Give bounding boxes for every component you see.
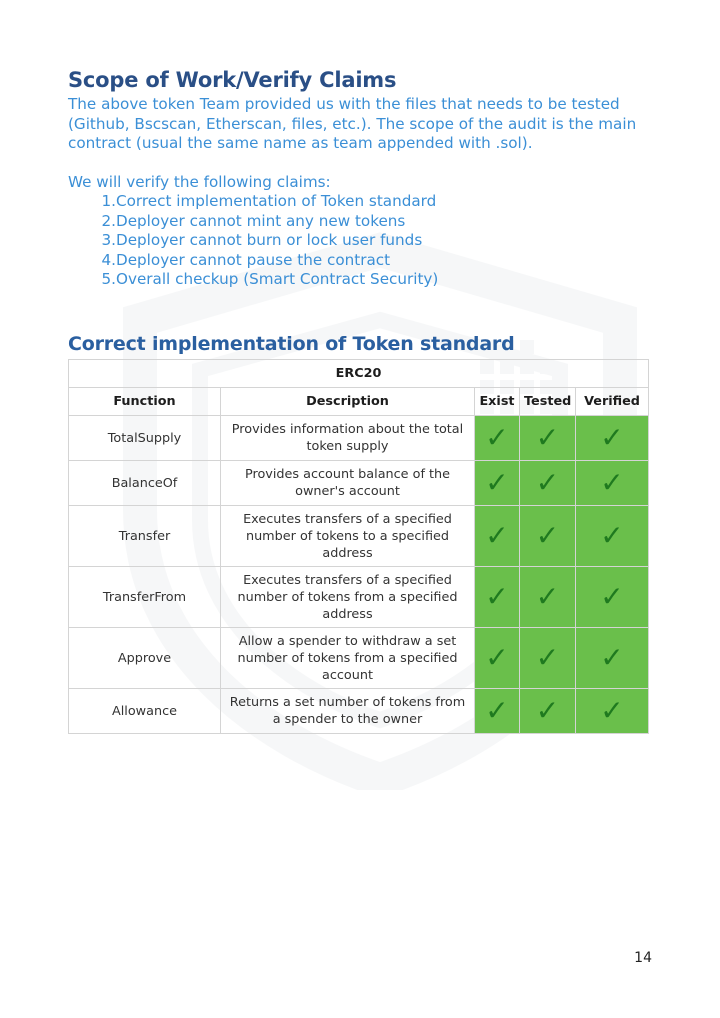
list-item-number: 2. [101, 211, 116, 230]
tested-cell [520, 461, 576, 506]
erc20-table [68, 359, 649, 734]
description-cell: Allow a spender to withdraw a set number of tokens from a specified account [221, 628, 475, 689]
check-icon: ✓ [600, 580, 624, 613]
exist-cell [475, 461, 520, 506]
check-icon: ✓ [485, 421, 509, 454]
check-icon: ✓ [535, 466, 560, 499]
list-item-text: Deployer cannot mint any new tokens [116, 211, 406, 230]
exist-cell [475, 689, 520, 734]
list-item-text: Overall checkup (Smart Contract Security) [116, 270, 439, 289]
tested-cell [520, 628, 576, 689]
table-row [69, 567, 649, 628]
header-verified: Verified [576, 388, 649, 416]
verified-cell [576, 689, 649, 734]
description-cell: Provides information about the total token supply [221, 416, 475, 461]
check-icon: ✓ [600, 519, 624, 552]
check-icon: ✓ [535, 421, 560, 454]
header-description: Description [221, 388, 475, 416]
function-cell: TotalSupply [69, 416, 221, 461]
check-icon: ✓ [600, 421, 624, 454]
table-header-row [69, 388, 649, 416]
verified-cell [576, 567, 649, 628]
description-cell: Executes transfers of a specified number of tokens to a specified address [221, 506, 475, 567]
intro-paragraph: The above token Team provided us with the files that needs to be tested (Github, Bscscan, Etherscan, files, etc.). The scope of the audit is the main contract (usual the same name as team appended with .sol). [68, 95, 637, 153]
exist-cell [475, 506, 520, 567]
list-item [68, 251, 438, 271]
function-cell: Approve [69, 628, 221, 689]
check-icon: ✓ [535, 519, 560, 552]
function-cell: TransferFrom [69, 567, 221, 628]
list-item [68, 212, 438, 232]
list-item-text: Correct implementation of Token standard [116, 192, 437, 210]
check-icon: ✓ [485, 580, 509, 613]
list-item-number: 4. [101, 250, 116, 269]
table-row [69, 461, 649, 506]
page-heading: Scope of Work/Verify Claims [68, 68, 397, 92]
page-number: 14 [634, 950, 652, 966]
tested-cell [520, 506, 576, 567]
table-row [69, 628, 649, 689]
list-item-text: Deployer cannot burn or lock user funds [116, 231, 423, 250]
function-cell: Transfer [69, 506, 221, 567]
verified-cell [576, 416, 649, 461]
description-cell: Provides account balance of the owner's account [221, 461, 475, 506]
function-cell: BalanceOf [69, 461, 221, 506]
table-row [69, 689, 649, 734]
list-item-number: 3. [101, 231, 116, 250]
check-icon: ✓ [535, 694, 560, 727]
table-title-row [69, 360, 649, 388]
list-item-number: 1. [101, 192, 116, 210]
tested-cell [520, 689, 576, 734]
table-row [69, 416, 649, 461]
exist-cell [475, 628, 520, 689]
verified-cell [576, 506, 649, 567]
check-icon: ✓ [485, 466, 509, 499]
check-icon: ✓ [600, 641, 624, 674]
claims-intro: We will verify the following claims: [68, 173, 331, 191]
table-row [69, 506, 649, 567]
check-icon: ✓ [600, 466, 624, 499]
list-item-number: 5. [101, 270, 116, 289]
tested-cell [520, 416, 576, 461]
header-exist: Exist [475, 388, 520, 416]
check-icon: ✓ [485, 641, 509, 674]
verified-cell [576, 628, 649, 689]
description-cell: Executes transfers of a specified number of tokens from a specified address [221, 567, 475, 628]
check-icon: ✓ [535, 580, 560, 613]
list-item [68, 270, 438, 290]
verified-cell [576, 461, 649, 506]
check-icon: ✓ [485, 694, 509, 727]
check-icon: ✓ [600, 694, 624, 727]
exist-cell [475, 416, 520, 461]
header-tested: Tested [520, 388, 576, 416]
check-icon: ✓ [535, 641, 560, 674]
section-heading: Correct implementation of Token standard [68, 333, 515, 355]
check-icon: ✓ [485, 519, 509, 552]
header-function: Function [69, 388, 221, 416]
function-cell: Allowance [69, 689, 221, 734]
exist-cell [475, 567, 520, 628]
table-title: ERC20 [69, 360, 649, 388]
description-cell: Returns a set number of tokens from a spender to the owner [221, 689, 475, 734]
list-item [68, 231, 438, 251]
tested-cell [520, 567, 576, 628]
list-item-text: Deployer cannot pause the contract [116, 250, 391, 269]
list-item [68, 192, 438, 212]
claims-list [68, 192, 438, 290]
